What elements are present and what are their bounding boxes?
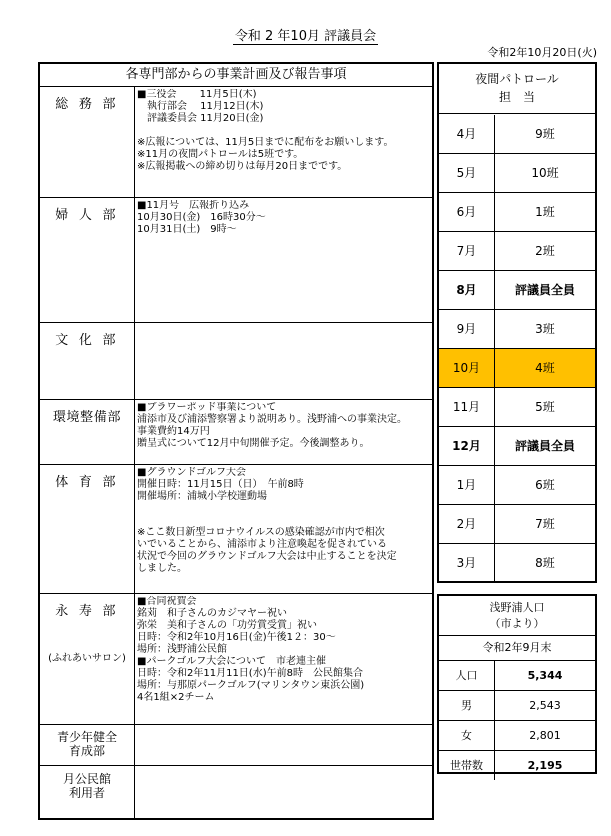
text-line: 状況で今回のグラウンドゴルフ大会は中止することを決定 xyxy=(137,551,397,562)
department-report-table xyxy=(38,62,434,820)
text-line: 評議員全員 xyxy=(514,439,575,453)
patrol-row xyxy=(439,271,595,310)
department-report-header: 各専門部からの事業計画及び報告事項 xyxy=(40,64,432,87)
section-label xyxy=(40,766,135,818)
text-line: 6班 xyxy=(535,478,555,492)
text-line: 10月31日(土) 9時～ xyxy=(137,224,237,235)
text-line: 担 当 xyxy=(498,90,535,104)
patrol-row xyxy=(439,544,595,582)
population-row xyxy=(439,751,595,780)
text-line: 場所：浅野浦公民館 xyxy=(137,644,227,655)
section-label xyxy=(40,323,135,399)
section-label xyxy=(40,594,135,724)
text-line: 浅野浦人口 xyxy=(489,601,545,614)
patrol-row xyxy=(439,427,595,466)
patrol-row xyxy=(439,388,595,427)
text-line: 9班 xyxy=(535,127,555,141)
text-line: 7月 xyxy=(439,232,495,270)
population-header xyxy=(439,596,595,636)
text-line: いでいることから、浦添市より注意喚起を促されている xyxy=(137,539,387,550)
patrol-row xyxy=(439,505,595,544)
text-line: 環境整備部 xyxy=(52,410,122,425)
population-row xyxy=(439,691,595,721)
text-line: 10班 xyxy=(531,166,559,180)
text-line xyxy=(137,125,429,137)
text-line: 1月 xyxy=(439,466,495,504)
text-line: 2班 xyxy=(535,244,555,258)
section-longevity xyxy=(40,594,432,725)
text-line: 5班 xyxy=(535,400,555,414)
patrol-row-current xyxy=(439,349,595,388)
text-line: 3月 xyxy=(439,544,495,582)
section-sublabel: (ふれあいサロン) xyxy=(48,653,126,664)
text-line: 男 xyxy=(439,691,495,720)
population-row xyxy=(439,721,595,751)
text-line: ■ブラワーポッド事業について xyxy=(137,402,277,413)
section-label xyxy=(40,725,135,765)
patrol-row xyxy=(439,232,595,271)
section-culture xyxy=(40,323,432,400)
text-line: 9月 xyxy=(439,310,495,348)
section-label xyxy=(40,87,135,197)
text-line: ※広報掲載への締め切りは毎月20日までです。 xyxy=(137,161,348,172)
text-line: 日時：令和2年11月11日(水)午前8時 公民館集合 xyxy=(137,668,363,679)
text-line: 人口 xyxy=(439,661,495,690)
text-line: 評議委員会 11月20日(金) xyxy=(137,113,264,124)
text-line: 開催日時：11月15日（日） 午前8時 xyxy=(137,479,304,490)
text-line: 婦 人 部 xyxy=(55,208,119,223)
text-line: ※11月の夜間パトロールは5班です。 xyxy=(137,149,304,160)
text-line: 5月 xyxy=(439,154,495,192)
text-line xyxy=(137,503,429,515)
text-line: 1班 xyxy=(535,205,555,219)
text-line: 夜間パトロール xyxy=(475,72,559,86)
text-line: 2,801 xyxy=(529,729,561,742)
section-label xyxy=(40,465,135,593)
text-line: 7班 xyxy=(535,517,555,531)
night-patrol-table xyxy=(437,62,597,583)
text-line: 8班 xyxy=(535,556,555,570)
text-line: 月公民館利用者 xyxy=(62,772,111,800)
text-line: 評議員全員 xyxy=(514,283,575,297)
section-content xyxy=(137,89,429,173)
patrol-row xyxy=(439,310,595,349)
text-line: 事業費約14万円 xyxy=(137,426,210,437)
section-environment xyxy=(40,400,432,465)
text-line: ■三役会 11月5日(木) xyxy=(137,89,257,100)
text-line: 5,344 xyxy=(527,669,563,682)
text-line: 4班 xyxy=(535,361,555,375)
text-line: 場所：与那原パークゴルフ(マリンタウン東浜公園) xyxy=(137,680,365,691)
text-line: ■グラウンドゴルフ大会 xyxy=(137,467,247,478)
text-line: 12月 xyxy=(439,427,495,465)
text-line: 11月 xyxy=(439,388,495,426)
text-line: 3班 xyxy=(535,322,555,336)
text-line: 青少年健全育成部 xyxy=(56,730,117,758)
text-line: 文 化 部 xyxy=(55,333,119,348)
section-label xyxy=(40,198,135,322)
text-line: しました。 xyxy=(137,563,187,574)
population-as-of: 令和2年9月末 xyxy=(439,636,595,661)
patrol-row xyxy=(439,115,595,154)
text-line: 2,543 xyxy=(529,699,561,712)
section-content xyxy=(137,596,429,704)
text-line: 弥栄 美和子さんの「功労賞受賞」祝い xyxy=(137,620,317,631)
text-line: 女 xyxy=(439,721,495,750)
section-sports xyxy=(40,465,432,594)
text-line: 10月30日(金) 16時30分～ xyxy=(137,212,266,223)
text-line: 永 寿 部 xyxy=(55,604,119,619)
text-line: ■パークゴルフ大会について 市老連主催 xyxy=(137,656,327,667)
population-table xyxy=(437,594,597,774)
text-line: （市より） xyxy=(489,617,545,630)
text-line: 4月 xyxy=(439,115,495,153)
text-line: 6月 xyxy=(439,193,495,231)
document-title xyxy=(0,25,611,44)
text-line: 執行部会 11月12日(木) xyxy=(137,101,264,112)
text-line: 世帯数 xyxy=(439,751,495,780)
text-line xyxy=(137,515,429,527)
section-womens xyxy=(40,198,432,323)
section-content xyxy=(137,200,429,236)
section-general-affairs xyxy=(40,87,432,198)
text-line: 8月 xyxy=(439,271,495,309)
text-line: 4名1組×2チーム xyxy=(137,692,215,703)
text-line: 贈呈式について12月中旬開催予定。今後調整あり。 xyxy=(137,438,370,449)
text-line: 10月 xyxy=(439,349,495,387)
text-line: 浦添市及び浦添警察署より説明あり。浅野浦への事業決定。 xyxy=(137,414,407,425)
section-content xyxy=(137,402,429,450)
section-youth xyxy=(40,725,432,766)
document-title-text: 令和 2 年10月 評議員会 xyxy=(234,29,377,44)
patrol-row xyxy=(439,193,595,232)
population-row xyxy=(439,661,595,691)
section-hall-users xyxy=(40,766,432,818)
text-line: 銘苅 和子さんのカジマヤー祝い xyxy=(137,608,287,619)
patrol-row xyxy=(439,466,595,505)
text-line: ※広報については、11月5日までに配布をお願いします。 xyxy=(137,137,394,148)
section-content xyxy=(137,467,429,575)
meeting-date: 令和2年10月20日(火) xyxy=(487,46,597,59)
text-line: ■11月号 広報折り込み xyxy=(137,200,250,211)
text-line: 体 育 部 xyxy=(55,475,119,490)
patrol-row xyxy=(439,154,595,193)
text-line: ※ここ数日新型コロナウイルスの感染確認が市内で相次 xyxy=(137,527,385,538)
text-line: 総 務 部 xyxy=(55,97,119,112)
text-line: 2,195 xyxy=(527,759,563,772)
text-line: 2月 xyxy=(439,505,495,543)
text-line: ■合同祝賀会 xyxy=(137,596,197,607)
section-label xyxy=(40,400,135,464)
text-line: 日時：令和2年10月16日(金)午後1２：30～ xyxy=(137,632,336,643)
night-patrol-header xyxy=(439,64,595,114)
text-line: 開催場所：浦城小学校運動場 xyxy=(137,491,267,502)
